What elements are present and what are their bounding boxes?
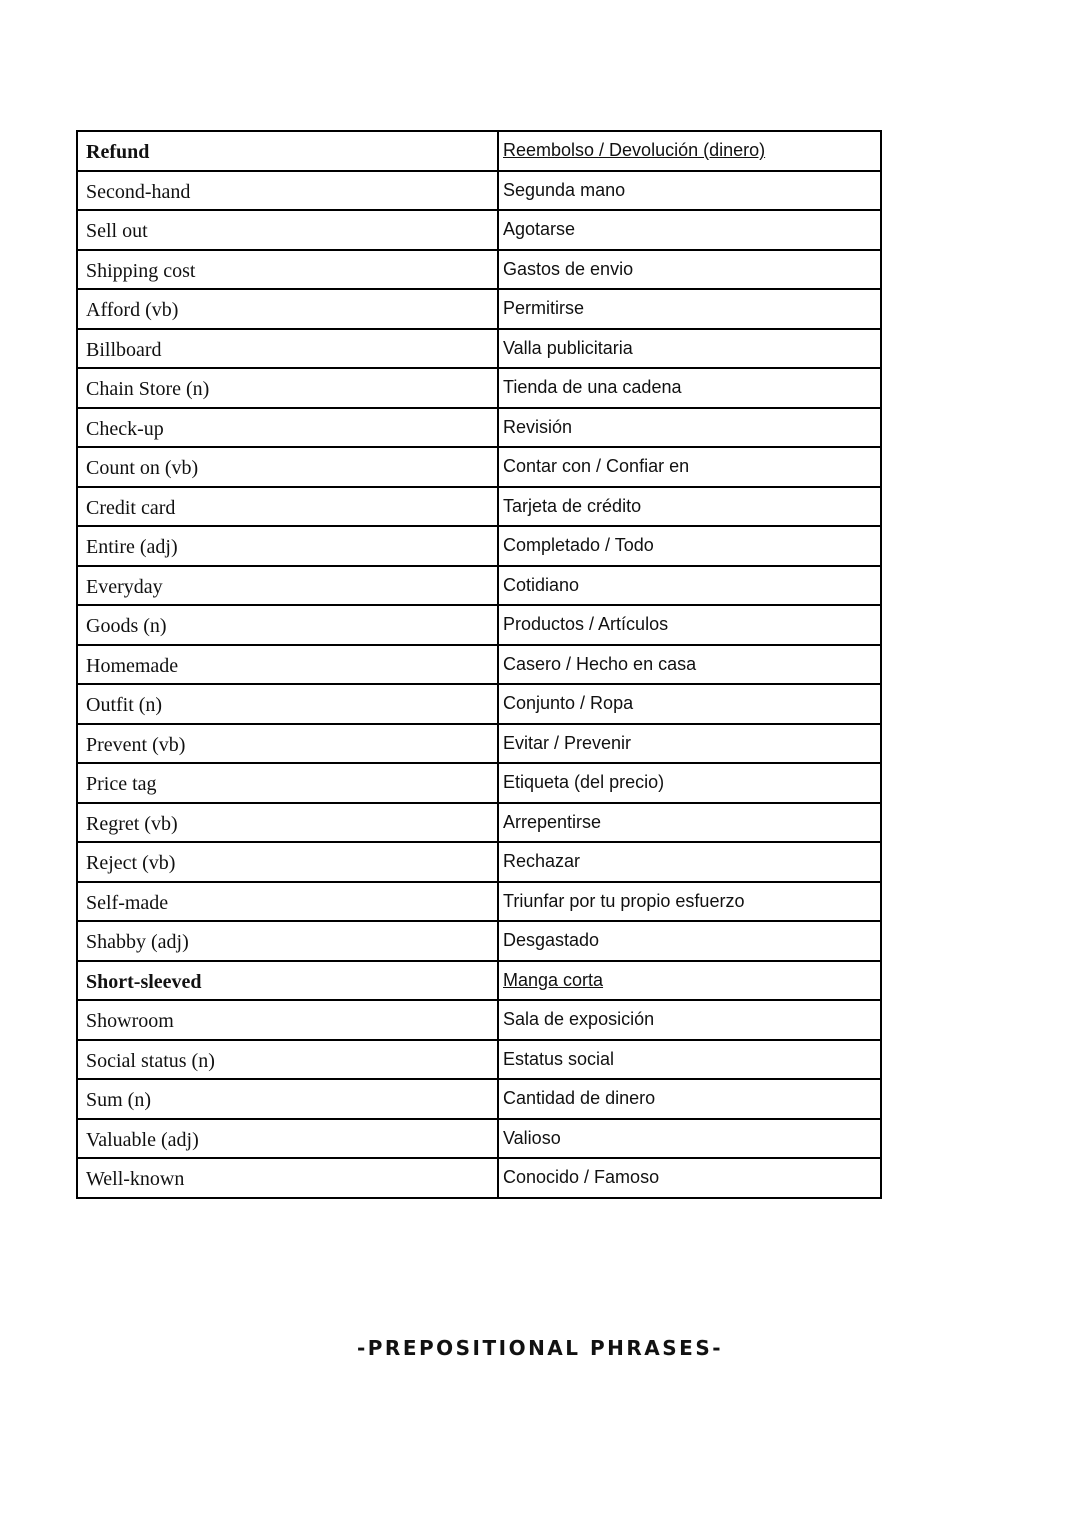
table-row (77, 1040, 881, 1080)
english-term-cell (77, 487, 498, 527)
table-row (77, 250, 881, 290)
spanish-translation-cell (498, 250, 881, 290)
english-term: Showroom (86, 1010, 174, 1032)
spanish-translation-cell (498, 1158, 881, 1198)
english-term: Refund (86, 141, 150, 163)
spanish-translation-cell (498, 1079, 881, 1119)
spanish-translation-cell (498, 961, 881, 1001)
spanish-translation: Desgastado (503, 930, 600, 950)
spanish-translation-cell (498, 210, 881, 250)
table-row (77, 645, 881, 685)
table-row (77, 526, 881, 566)
spanish-translation: Conjunto / Ropa (503, 693, 634, 713)
english-term: Check-up (86, 417, 164, 440)
table-row (77, 368, 881, 408)
spanish-translation: Etiqueta (del precio) (503, 772, 665, 792)
english-term-cell (77, 605, 498, 645)
spanish-translation: Conocido / Famoso (503, 1167, 660, 1187)
english-term-cell (77, 447, 498, 487)
english-term-cell (77, 289, 498, 329)
spanish-translation-cell (498, 1000, 881, 1040)
english-term-cell (77, 1040, 498, 1080)
english-term-cell (77, 803, 498, 843)
spanish-translation-cell (498, 171, 881, 211)
english-term: Regret (vb) (86, 812, 178, 835)
english-term: Outfit (n) (86, 694, 163, 716)
english-term: Chain Store (n) (86, 378, 210, 400)
english-term-cell (77, 408, 498, 448)
spanish-translation: Segunda mano (503, 179, 626, 200)
english-term: Self-made (86, 891, 169, 914)
table-row (77, 408, 881, 448)
spanish-translation: Rechazar (503, 851, 581, 871)
spanish-translation: Gastos de envio (503, 258, 634, 279)
english-term: Sell out (86, 220, 148, 242)
table-row (77, 210, 881, 250)
spanish-translation-cell (498, 289, 881, 329)
spanish-translation-cell (498, 447, 881, 487)
spanish-translation: Manga corta (503, 969, 604, 990)
spanish-translation: Tienda de una cadena (503, 377, 682, 397)
english-term-cell (77, 1158, 498, 1198)
english-term-cell (77, 921, 498, 961)
spanish-translation-cell (498, 645, 881, 685)
english-term: Second-hand (86, 180, 191, 203)
spanish-translation-cell (498, 803, 881, 843)
table-row (77, 566, 881, 606)
english-term-cell (77, 684, 498, 724)
spanish-translation: Cotidiano (503, 574, 580, 595)
english-term: Valuable (adj) (86, 1128, 199, 1151)
english-term: Prevent (vb) (86, 733, 186, 756)
spanish-translation-cell (498, 1040, 881, 1080)
spanish-translation: Estatus social (503, 1048, 615, 1069)
english-term-cell (77, 131, 498, 171)
spanish-translation: Valioso (503, 1127, 561, 1148)
english-term: Shipping cost (86, 259, 196, 282)
spanish-translation-cell (498, 842, 881, 882)
english-term-cell (77, 566, 498, 606)
english-term-cell (77, 526, 498, 566)
vocabulary-table-body (77, 131, 881, 1198)
table-row (77, 487, 881, 527)
english-term: Sum (n) (86, 1089, 151, 1111)
table-row (77, 803, 881, 843)
english-term: Credit card (86, 496, 176, 519)
spanish-translation-cell (498, 131, 881, 171)
english-term-cell (77, 1119, 498, 1159)
english-term: Count on (vb) (86, 457, 199, 479)
english-term: Billboard (86, 338, 162, 361)
english-term: Short-sleeved (86, 970, 202, 993)
spanish-translation-cell (498, 605, 881, 645)
spanish-translation: Revisión (503, 416, 573, 437)
english-term: Reject (vb) (86, 852, 176, 874)
spanish-translation: Triunfar por tu propio esfuerzo (503, 890, 745, 911)
spanish-translation: Reembolso / Devolución (dinero) (503, 140, 766, 160)
table-row (77, 961, 881, 1001)
english-term-cell (77, 250, 498, 290)
spanish-translation: Cantidad de dinero (503, 1088, 656, 1108)
english-term-cell (77, 842, 498, 882)
english-term-cell (77, 210, 498, 250)
table-row (77, 1079, 881, 1119)
english-term: Entire (adj) (86, 536, 178, 558)
english-term: Goods (n) (86, 615, 167, 637)
english-term: Price tag (86, 773, 157, 795)
spanish-translation-cell (498, 684, 881, 724)
table-row (77, 289, 881, 329)
english-term: Well-known (86, 1168, 185, 1190)
spanish-translation-cell (498, 526, 881, 566)
table-row (77, 882, 881, 922)
english-term: Everyday (86, 575, 163, 598)
spanish-translation-cell (498, 329, 881, 369)
table-row (77, 684, 881, 724)
table-row (77, 1119, 881, 1159)
table-row (77, 1000, 881, 1040)
spanish-translation: Completado / Todo (503, 535, 654, 555)
english-term-cell (77, 961, 498, 1001)
english-term-cell (77, 368, 498, 408)
english-term-cell (77, 645, 498, 685)
spanish-translation-cell (498, 408, 881, 448)
spanish-translation: Productos / Artículos (503, 614, 669, 634)
english-term-cell (77, 171, 498, 211)
english-term: Afford (vb) (86, 299, 179, 321)
english-term-cell (77, 763, 498, 803)
table-row (77, 842, 881, 882)
table-row (77, 329, 881, 369)
spanish-translation: Agotarse (503, 219, 576, 239)
english-term-cell (77, 1079, 498, 1119)
spanish-translation: Permitirse (503, 298, 585, 318)
spanish-translation: Evitar / Prevenir (503, 732, 632, 753)
spanish-translation-cell (498, 1119, 881, 1159)
table-row (77, 447, 881, 487)
spanish-translation: Sala de exposición (503, 1009, 655, 1029)
spanish-translation-cell (498, 487, 881, 527)
spanish-translation: Casero / Hecho en casa (503, 653, 697, 674)
english-term-cell (77, 882, 498, 922)
table-row (77, 724, 881, 764)
table-row (77, 1158, 881, 1198)
table-row (77, 763, 881, 803)
spanish-translation: Contar con / Confiar en (503, 456, 690, 476)
english-term: Homemade (86, 654, 179, 677)
spanish-translation-cell (498, 724, 881, 764)
english-term-cell (77, 329, 498, 369)
table-row (77, 605, 881, 645)
english-term-cell (77, 1000, 498, 1040)
spanish-translation-cell (498, 921, 881, 961)
spanish-translation-cell (498, 763, 881, 803)
spanish-translation-cell (498, 566, 881, 606)
section-heading: -PREPOSITIONAL PHRASES- (356, 1336, 724, 1360)
spanish-translation: Valla publicitaria (503, 337, 633, 358)
spanish-translation: Arrepentirse (503, 811, 602, 832)
table-row (77, 171, 881, 211)
vocabulary-table (76, 130, 882, 1199)
spanish-translation: Tarjeta de crédito (503, 495, 642, 516)
table-row (77, 921, 881, 961)
table-row (77, 131, 881, 171)
spanish-translation-cell (498, 882, 881, 922)
english-term: Shabby (adj) (86, 931, 189, 953)
english-term-cell (77, 724, 498, 764)
spanish-translation-cell (498, 368, 881, 408)
english-term: Social status (n) (86, 1049, 215, 1072)
